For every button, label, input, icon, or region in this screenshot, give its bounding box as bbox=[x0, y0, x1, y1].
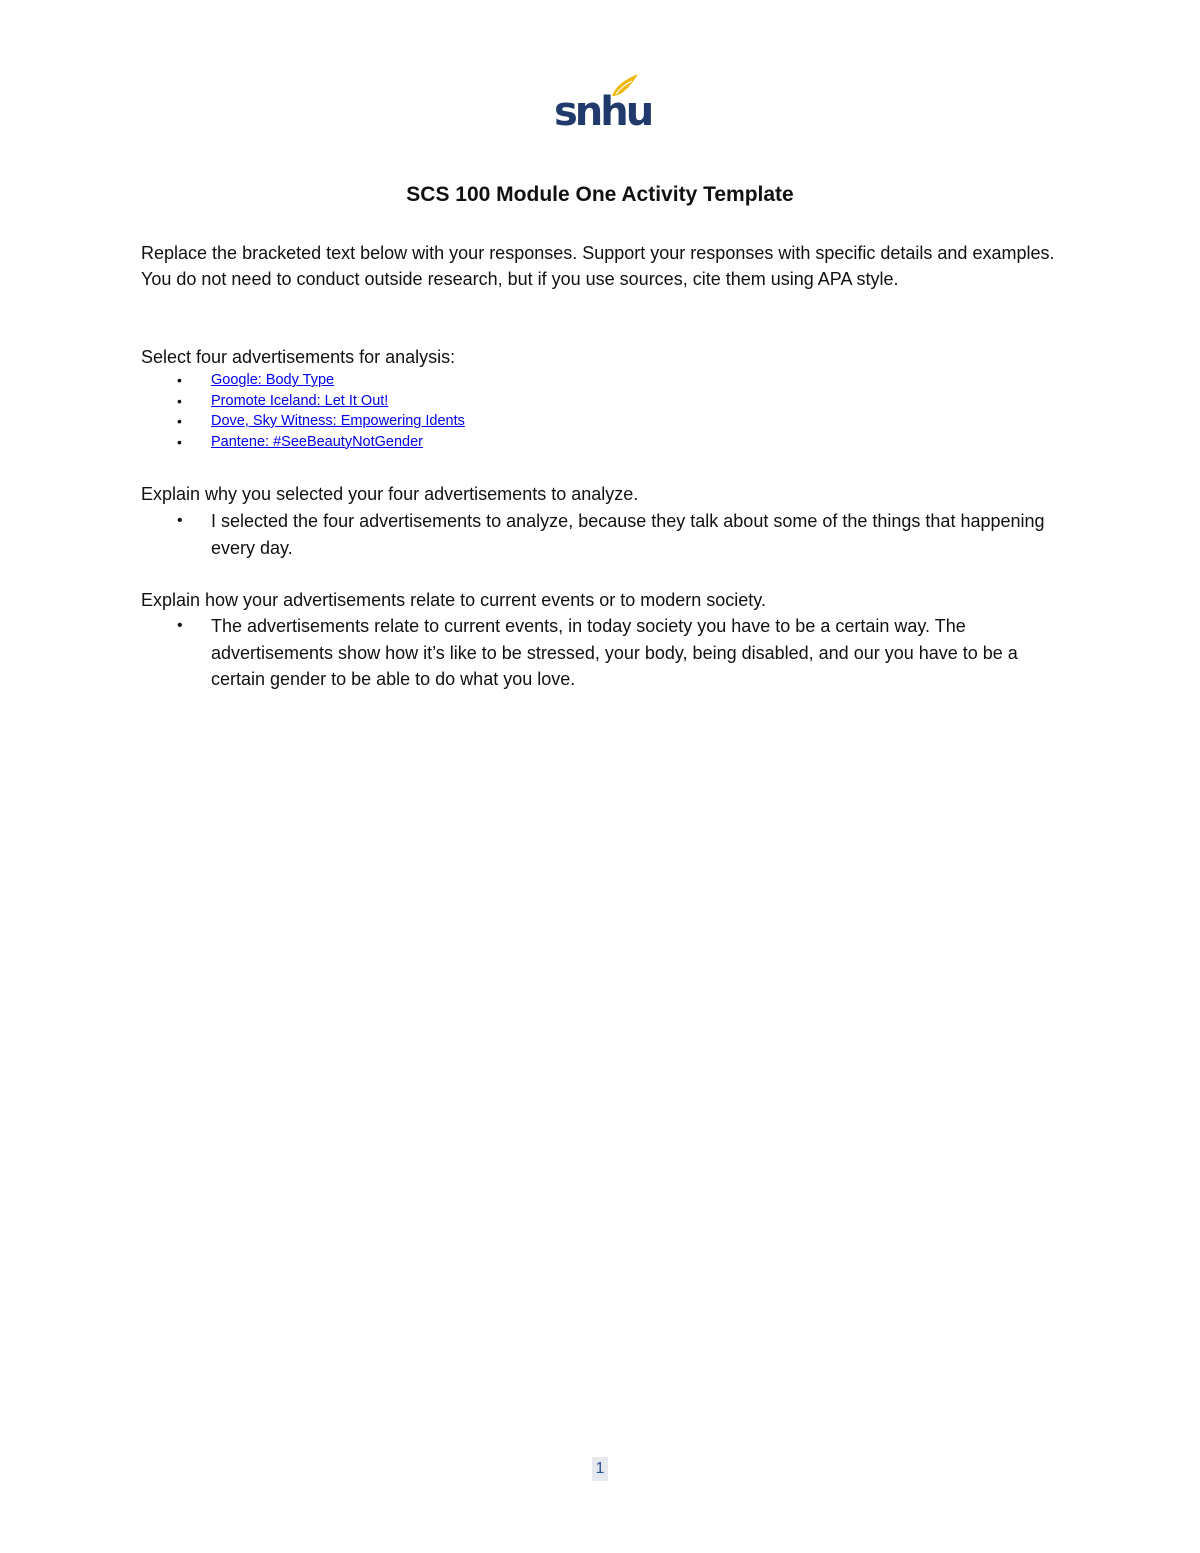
answer-relate-list bbox=[141, 613, 1071, 693]
bullet-icon: • bbox=[177, 433, 182, 450]
ad-link-pantene[interactable]: Pantene: #SeeBeautyNotGender bbox=[211, 433, 424, 450]
list-item bbox=[141, 432, 741, 453]
list-item bbox=[141, 411, 741, 432]
bullet-icon: • bbox=[177, 512, 183, 529]
instructions-paragraph: Replace the bracketed text below with your responses. Support your responses with specific details and examples. You do not need to conduct outside research, but if you use sources, cite them using APA style. bbox=[141, 243, 1055, 289]
document-title: SCS 100 Module One Activity Template bbox=[406, 183, 794, 206]
answer-why-text: I selected the four advertisements to analyze, because they talk about some of the things that happening every day. bbox=[211, 511, 1045, 558]
list-item bbox=[141, 370, 741, 391]
list-item bbox=[141, 508, 1071, 561]
page-number: 1 bbox=[592, 1457, 608, 1481]
bullet-icon: • bbox=[177, 372, 182, 388]
advertisement-list bbox=[141, 370, 741, 452]
ad-link-iceland[interactable]: Promote Iceland: Let It Out! bbox=[211, 392, 389, 409]
bullet-icon: • bbox=[177, 392, 182, 409]
snhu-logo bbox=[554, 72, 652, 135]
question-why: Explain why you selected your four advertisements to analyze. bbox=[141, 484, 639, 504]
select-prompt: Select four advertisements for analysis: bbox=[141, 347, 456, 367]
answer-why-list bbox=[141, 508, 1071, 561]
bullet-icon: • bbox=[177, 413, 182, 429]
list-item bbox=[141, 391, 741, 412]
bullet-icon: • bbox=[177, 617, 183, 634]
logo-wordmark: snhu bbox=[554, 89, 652, 135]
ad-link-google[interactable]: Google: Body Type bbox=[211, 372, 335, 388]
question-relate: Explain how your advertisements relate to current events or to modern society. bbox=[141, 590, 766, 610]
answer-relate-text: The advertisements relate to current events, in today society you have to be a certain way. The advertisements show how it’s like to be stressed, your body, being disabled, and our you have to be a certain gender to be able to do what you love. bbox=[211, 616, 1018, 689]
ad-link-dove[interactable]: Dove, Sky Witness: Empowering Idents bbox=[211, 413, 465, 429]
list-item bbox=[141, 613, 1071, 693]
